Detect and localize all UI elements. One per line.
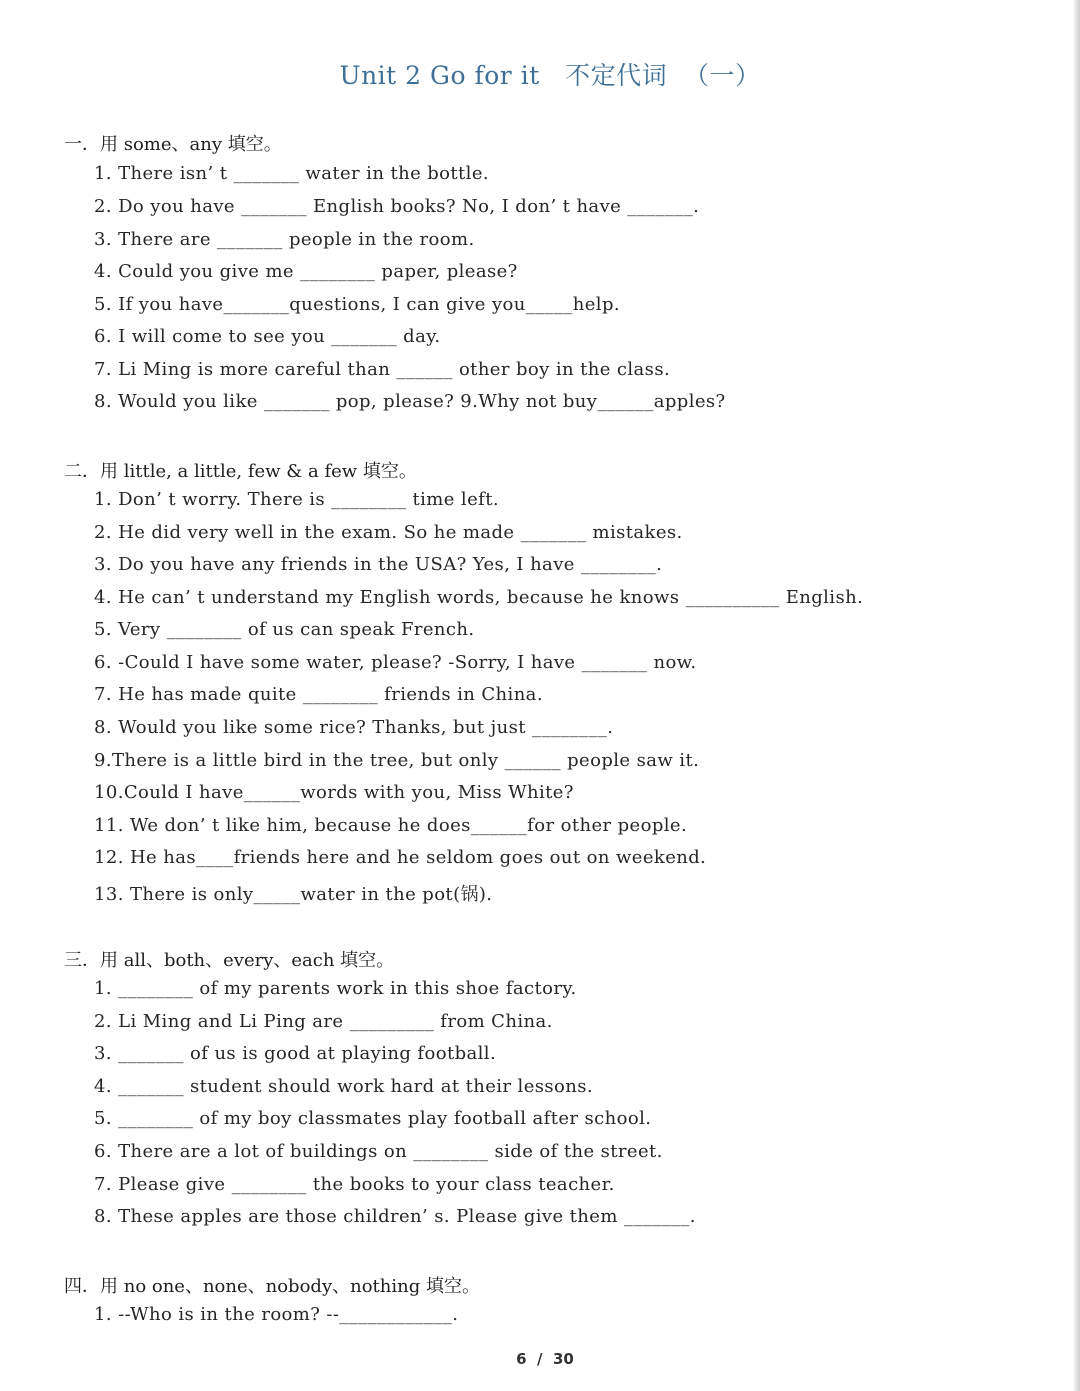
section-2-heading: 二．用 little, a little, few & a few 填空。 <box>64 461 417 482</box>
section-4-heading: 四．用 no one、none、nobody、nothing 填空。 <box>64 1276 480 1297</box>
section-3-question-7: 7. Please give ________ the books to your class teacher. <box>94 1174 615 1195</box>
section-2-question-7: 7. He has made quite ________ friends in China. <box>94 684 543 705</box>
section-1-question-8: 8. Would you like _______ pop, please? 9.Why not buy______apples? <box>94 391 726 412</box>
section-2-question-11: 11. We don’ t like him, because he does______for other people. <box>94 815 688 836</box>
section-3-question-3: 3. _______ of us is good at playing football. <box>94 1043 497 1064</box>
section-1-question-2: 2. Do you have _______ English books? No, I don’ t have _______. <box>94 196 700 217</box>
section-3-heading: 三．用 all、both、every、each 填空。 <box>64 950 395 971</box>
section-1-question-5: 5. If you have_______questions, I can give you_____help. <box>94 294 620 315</box>
section-1-question-6: 6. I will come to see you _______ day. <box>94 326 441 347</box>
section-1-heading: 一．用 some、any 填空。 <box>64 134 282 155</box>
section-1-question-4: 4. Could you give me ________ paper, please? <box>94 261 518 282</box>
section-2-question-8: 8. Would you like some rice? Thanks, but just ________. <box>94 717 614 738</box>
page-title: Unit 2 Go for it 不定代词 （一） <box>339 61 761 90</box>
section-3-question-2: 2. Li Ming and Li Ping are _________ from China. <box>94 1011 553 1032</box>
section-2-question-2: 2. He did very well in the exam. So he made _______ mistakes. <box>94 522 683 543</box>
section-4-question-1: 1. --Who is in the room? --____________. <box>94 1304 459 1325</box>
section-2-question-10: 10.Could I have______words with you, Miss White? <box>94 782 574 803</box>
page-edge <box>1074 0 1080 1391</box>
section-2-question-12: 12. He has____friends here and he seldom goes out on weekend. <box>94 847 707 868</box>
section-3-question-6: 6. There are a lot of buildings on ________ side of the street. <box>94 1141 663 1162</box>
section-3-question-5: 5. ________ of my boy classmates play football after school. <box>94 1108 652 1129</box>
section-3-question-1: 1. ________ of my parents work in this shoe factory. <box>94 978 577 999</box>
section-1-question-1: 1. There isn’ t _______ water in the bottle. <box>94 163 490 184</box>
section-2-question-5: 5. Very ________ of us can speak French. <box>94 619 475 640</box>
section-2-question-4: 4. He can’ t understand my English words, because he knows __________ English. <box>94 587 864 608</box>
section-3-question-4: 4. _______ student should work hard at their lessons. <box>94 1076 594 1097</box>
section-1-question-7: 7. Li Ming is more careful than ______ other boy in the class. <box>94 359 671 380</box>
section-1-question-3: 3. There are _______ people in the room. <box>94 229 475 250</box>
section-2-question-13: 13. There is only_____water in the pot(锅). <box>94 884 493 905</box>
section-2-question-1: 1. Don’ t worry. There is ________ time left. <box>94 489 499 510</box>
section-2-question-6: 6. -Could I have some water, please? -Sorry, I have _______ now. <box>94 652 697 673</box>
section-3-question-8: 8. These apples are those children’ s. Please give them _______. <box>94 1206 696 1227</box>
section-2-question-3: 3. Do you have any friends in the USA? Yes, I have ________. <box>94 554 663 575</box>
section-2-question-9: 9.There is a little bird in the tree, but only ______ people saw it. <box>94 750 700 771</box>
page-number: 6 / 30 <box>516 1350 574 1368</box>
